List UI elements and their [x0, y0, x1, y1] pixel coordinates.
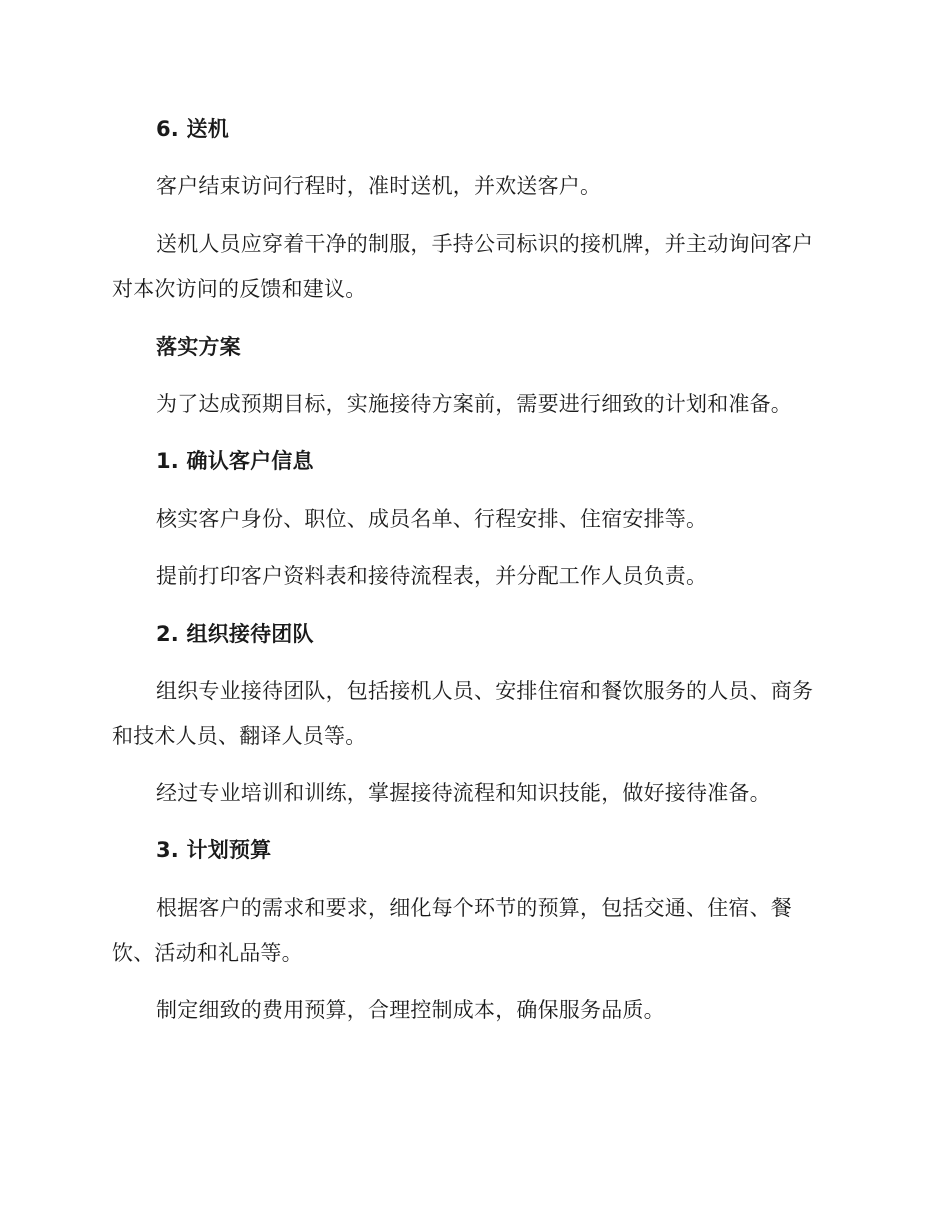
paragraph-text: 和技术人员、翻译人员等。: [112, 724, 367, 748]
paragraph-text: 提前打印客户资料表和接待流程表，并分配工作人员负责。: [156, 564, 708, 588]
paragraph-text: 核实客户身份、职位、成员名单、行程安排、住宿安排等。: [156, 507, 708, 531]
section-heading-6-see-off: 6. 送机: [156, 117, 229, 141]
paragraph-text: 制定细致的费用预算，合理控制成本，确保服务品质。: [156, 998, 665, 1022]
paragraph-text: 根据客户的需求和要求，细化每个环节的预算，包括交通、住宿、餐: [156, 896, 792, 920]
paragraph-text: 客户结束访问行程时，准时送机，并欢送客户。: [156, 174, 602, 198]
paragraph-text: 组织专业接待团队，包括接机人员、安排住宿和餐饮服务的人员、商务: [156, 679, 814, 703]
section-heading-implementation: 落实方案: [156, 335, 241, 359]
paragraph-text: 对本次访问的反馈和建议。: [112, 277, 367, 301]
paragraph-text: 经过专业培训和训练，掌握接待流程和知识技能，做好接待准备。: [156, 781, 771, 805]
paragraph-text: 饮、活动和礼品等。: [112, 941, 303, 965]
section-heading-3-budget: 3. 计划预算: [156, 838, 272, 862]
section-heading-2-team: 2. 组织接待团队: [156, 622, 314, 646]
paragraph-text: 送机人员应穿着干净的制服，手持公司标识的接机牌，并主动询问客户: [156, 232, 814, 256]
paragraph-text: 为了达成预期目标，实施接待方案前，需要进行细致的计划和准备。: [156, 392, 792, 416]
section-heading-1-confirm-info: 1. 确认客户信息: [156, 449, 314, 473]
